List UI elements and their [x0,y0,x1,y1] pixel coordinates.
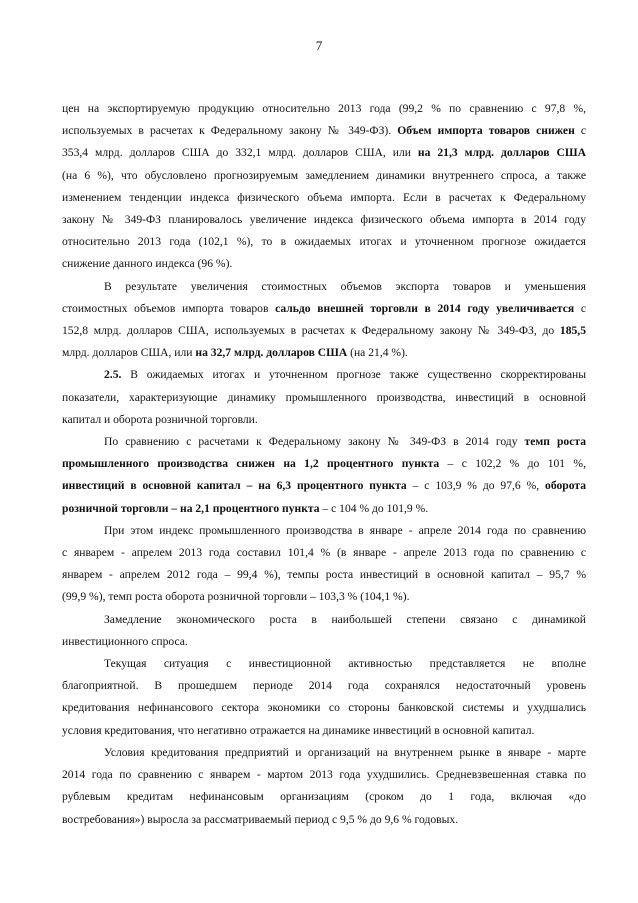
text-line [62,764,586,786]
text-run: (на 21,4 %). [347,346,408,360]
text-run: 353,4 млрд. долларов США до 332,1 млрд. долларов США, или [62,146,418,160]
text-run: 152,8 млрд. долларов США, используемых в расчетах к Федеральному закону № 349-ФЗ, до [62,324,560,338]
text-line [62,675,586,697]
text-line [62,609,586,631]
text-line [62,475,586,497]
text-run: Замедление экономического роста в наибольшей степени связано с динамикой [104,612,586,626]
text-run: используемых в расчетах к Федеральному закону № 349-ФЗ). [62,124,398,138]
text-line [62,342,586,364]
bold-text: темп роста [524,435,587,449]
text-run: (99,9 %), темп роста оборота розничной торговли – 103,3 % (104,1 %). [62,590,410,604]
page-number: 7 [315,38,323,53]
text-line [62,631,586,653]
text-run: цен на экспортируемую продукцию относительно 2013 года (99,2 % по сравнению с 97,8 %, [62,102,586,115]
text-line [62,431,586,453]
text-run: с [574,301,586,315]
text-run: с январем - апрелем 2013 года составил 101,4 % (в январе - апреле 2013 года по сравнению с [62,546,586,560]
text-line [62,165,586,187]
text-line [62,498,586,520]
text-run: благоприятной. В прошедшем периоде 2014 года сохранялся недостаточный уровень [62,679,586,693]
bold-text: 2.5. [104,368,122,382]
text-line [62,298,586,320]
text-line [62,120,586,142]
text-run: В ожидаемых итогах и уточненном прогнозе также существенно скорректированы [121,368,586,382]
text-line [62,564,586,586]
text-run: – с 103,9 % до 97,6 %, [406,479,546,493]
text-run: востребования») выросла за рассматриваемый период с 9,5 % до 9,6 % годовых. [62,812,459,826]
body-text [62,98,586,831]
text-run: условия кредитования, что негативно отражается на динамике инвестиций в основной капитал. [62,723,535,737]
bold-text: на 21,3 млрд. долларов США [417,146,586,160]
text-line [62,720,586,742]
text-run: относительно 2013 года (102,1 %), то в ожидаемых итогах и уточненном прогнозе ожидается [62,235,586,249]
bold-text: 185,5 [559,324,586,338]
text-run: снижение данного индекса (96 %). [62,257,233,271]
text-line [62,520,586,542]
text-line [62,453,586,475]
text-run: рублевым кредитам нефинансовым организациям (сроком до 1 года, включая «до [62,790,586,804]
text-run: – с 104 % до 101,9 %. [319,501,429,515]
text-line [62,409,586,431]
text-run: январем - апрелем 2012 года – 99,4 %), темпы роста инвестиций в основной капитал – 95,7 % [62,568,586,582]
text-run: млрд. долларов США, или [62,346,196,360]
text-run: Условия кредитования предприятий и организаций на внутреннем рынке в январе - марте [104,745,586,759]
text-line [62,364,586,386]
text-run: инвестиционного спроса. [62,634,188,648]
text-line [62,142,586,164]
text-run: В результате увеличения стоимостных объемов экспорта товаров и уменьшения [104,279,586,293]
text-run: закону № 349-ФЗ планировалось увеличение индекса физического объема импорта в 2014 году [62,213,586,227]
text-run: капитал и оборота розничной торговли. [62,412,258,426]
text-line [62,231,586,253]
text-run: (на 6 %), что обусловлено прогнозируемым замедлением динамики внутреннего спроса, а также [62,168,586,182]
text-line [62,809,586,831]
text-line [62,653,586,675]
bold-text: оборота [545,479,586,493]
text-line [62,276,586,298]
text-line [62,320,586,342]
bold-text: сальдо внешней торговли в 2014 году увеличивается [275,301,575,315]
text-run: кредитования нефинансового сектора экономики со стороны банковской системы и ухудшались [62,701,586,715]
text-run: По сравнению с расчетами к Федеральному закону № 349-ФЗ в 2014 году [104,435,525,449]
text-line [62,786,586,808]
text-line [62,542,586,564]
bold-text: розничной торговли – на 2,1 процентного пункта [62,501,320,515]
bold-text: инвестиций в основной капитал – на 6,3 процентного пункта [62,479,407,493]
text-run: – с 102,2 % до 101 %, [439,457,586,471]
text-line [62,98,586,120]
text-line [62,209,586,231]
bold-text: Объем импорта товаров снижен [397,124,575,138]
text-run: Текущая ситуация с инвестиционной активностью представляется не вполне [104,657,586,671]
text-run: с [574,124,586,138]
text-run: При этом индекс промышленного производства в январе - апреле 2014 года по сравнению [104,523,586,537]
bold-text: на 32,7 млрд. долларов США [195,346,348,360]
text-run: изменением тенденции индекса физического объема импорта. Если в расчетах к Федеральному [62,190,586,204]
text-run: показатели, характеризующие динамику промышленного производства, инвестиций в основной [62,390,586,404]
bold-text: промышленного производства снижен на 1,2 процентного пункта [62,457,440,471]
text-line [62,742,586,764]
text-line [62,697,586,719]
text-line [62,387,586,409]
text-run: стоимостных объемов импорта товаров [62,301,276,315]
text-line [62,586,586,608]
text-run: 2014 года по сравнению с январем - мартом 2013 года ухудшились. Средневзвешенная ставка по [62,768,586,782]
text-line [62,187,586,209]
text-line [62,253,586,275]
